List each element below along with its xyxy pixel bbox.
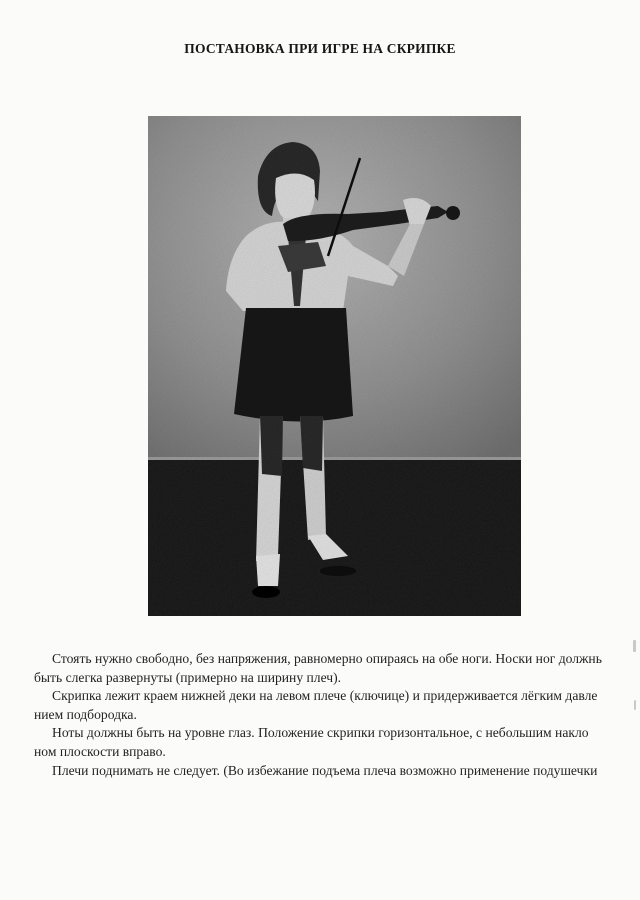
body-line: нием подбородка. <box>34 706 137 722</box>
body-line: быть слегка развернуты (примерно на ширину плеч). <box>34 669 342 685</box>
body-line: Ноты должны быть на уровне глаз. Положение скрипки горизонтальное, с небольшим накло <box>52 725 589 741</box>
body-line: Плечи поднимать не следует. (Во избежание подъема плеча возможно применение подушечки <box>52 762 598 778</box>
scan-artifact <box>634 700 636 710</box>
body-line: ном плоскости вправо. <box>34 743 166 759</box>
body-text <box>34 650 640 780</box>
body-line: Скрипка лежит краем нижней деки на левом плече (ключице) и придерживается лёгким давле <box>52 688 598 704</box>
scan-artifact <box>633 640 636 652</box>
body-line: Стоять нужно свободно, без напряжения, равномерно опираясь на обе ноги. Носки ног должнь <box>52 651 602 666</box>
violin-posture-photo <box>148 116 521 616</box>
page-title: ПОСТАНОВКА ПРИ ИГРЕ НА СКРИПКЕ <box>184 41 456 56</box>
